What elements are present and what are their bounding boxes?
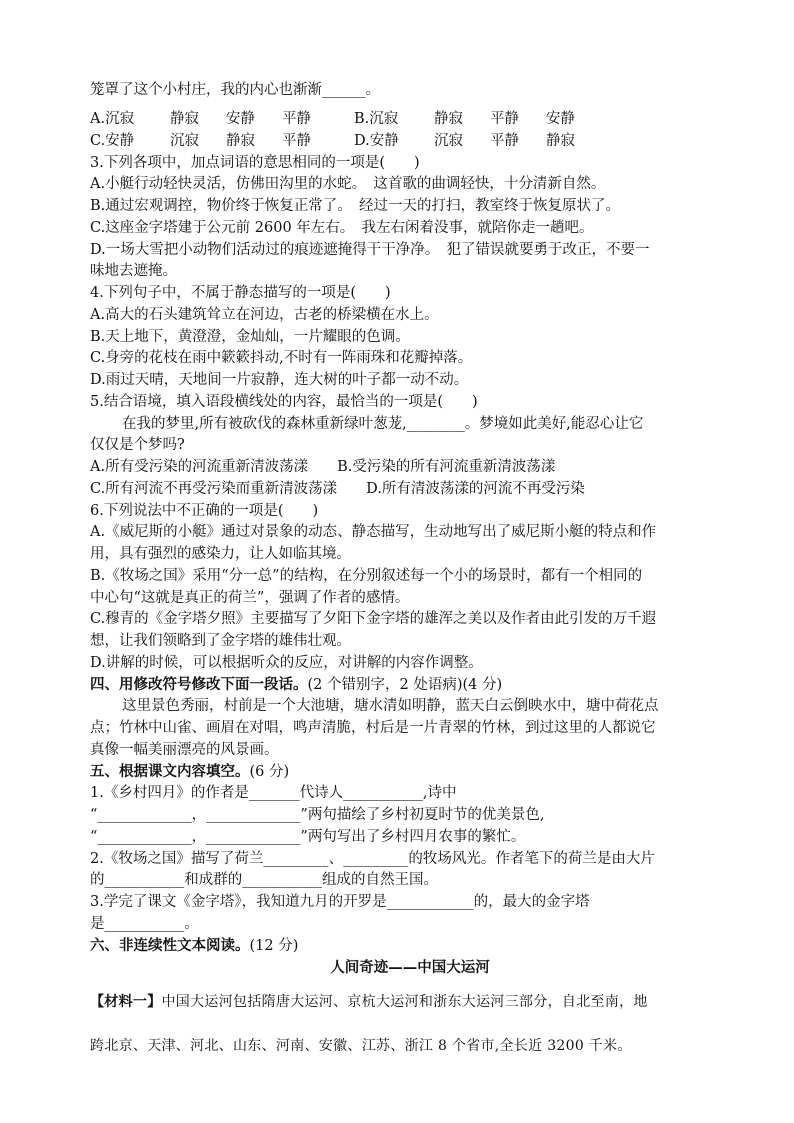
q2-options-cd [90, 131, 730, 151]
q3-option-d-line1: D.一场大雪把小动物们活动过的痕迹遮掩得干干净净。 犯了错误就要勇于改正，不要一 [90, 242, 650, 258]
q5-options-cd: C.所有河流不再受污染而重新清波荡漾 D.所有清波荡漾的河流不再受污染 [90, 481, 585, 497]
q5-passage-line1: 在我的梦里,所有被砍伐的森林重新绿叶葱茏,________。梦境如此美好,能忍心让它 [122, 416, 644, 432]
q2-option-b-label: B.沉寂 [354, 111, 399, 127]
section-6-heading: 人间奇迹——中国大运河 [330, 959, 490, 976]
section-4-paragraph-line1: 这里景色秀丽，村前是一个大池塘，塘水清如明静，蓝天白云倒映水中，塘中荷花点 [122, 698, 659, 714]
q2-c-word-1: 沉寂 [170, 133, 199, 149]
q2-a-word-1: 静寂 [170, 111, 199, 127]
s5-fill-line1: 1.《乡村四月》的作者是_______代诗人___________,诗中 [90, 785, 457, 801]
section-6-note: (12 分) [249, 938, 299, 954]
material-1-label: 【材料一】 [90, 994, 162, 1010]
section-5-header [90, 762, 730, 782]
q2-a-word-2: 安静 [226, 111, 255, 127]
q2-tail-line: 笼罩了这个小村庄，我的内心也渐渐______。 [90, 82, 380, 98]
section-6-title: 六、非连续性文本阅读。 [90, 937, 250, 954]
q6-option-a-line2: 用，具有强烈的感染力，让人如临其境。 [90, 546, 351, 562]
q2-b-word-1: 静寂 [434, 111, 463, 127]
s5-fill-line2: “_____________，_____________”两句描绘了乡村初夏时节的优美景色, [90, 807, 545, 823]
q2-c-word-2: 静寂 [226, 133, 255, 149]
q3-option-a: A.小艇行动轻快灵活，仿佛田沟里的水蛇。 这首歌的曲调轻快，十分清新自然。 [90, 176, 606, 192]
q6-option-d: D.讲解的时候，可以根据听众的反应，对讲解的内容作调整。 [90, 655, 483, 671]
s5-fill-line6: 3.学完了课文《金字塔》，我知道九月的开罗是____________的，最大的金字塔 [90, 894, 590, 910]
q3-stem: 3.下列各项中，加点词语的意思相同的一项是( ) [90, 155, 420, 171]
q4-option-a: A.高大的石头建筑耸立在河边，古老的桥梁横在水上。 [90, 307, 439, 323]
material-1-line1 [90, 992, 730, 1012]
q2-b-word-2: 平静 [490, 111, 519, 127]
q3-option-c: C.这座金字塔建于公元前 2600 年左右。 我左右闲着没事，就陪你走一趟吧。 [90, 220, 594, 236]
q2-d-word-1: 沉寂 [434, 133, 463, 149]
section-5-title: 五、根据课文内容填空。 [90, 763, 250, 780]
q2-b-word-3: 安静 [546, 111, 575, 127]
q4-option-c: C.身旁的花枝在雨中簌簌抖动,不时有一阵雨珠和花瓣掉落。 [90, 350, 473, 366]
q5-passage-line2: 仅仅是个梦吗? [90, 437, 185, 453]
q6-option-c-line1: C.穆青的《金字塔夕照》主要描写了夕阳下金字塔的雄浑之美以及作者由此引发的万千遐 [90, 611, 657, 627]
q2-d-word-3: 静寂 [546, 133, 575, 149]
s5-fill-line4: 2.《牧场之国》描写了荷兰_________、_________的牧场风光。作者笔下的荷兰是由大片 [90, 851, 655, 867]
q4-option-b: B.天上地下，黄澄澄，金灿灿，一片耀眼的色调。 [90, 329, 410, 345]
s5-fill-line5: 的___________和成群的___________组成的自然王国。 [90, 872, 438, 888]
section-5-note: (6 分) [249, 764, 290, 780]
s5-fill-line7: 是___________。 [90, 916, 199, 932]
material-1-text-a: 中国大运河包括隋唐大运河、京杭大运河和浙东大运河三部分，自北至南，地 [161, 994, 648, 1010]
q5-stem: 5.结合语境，填入语段横线处的内容，最恰当的一项是( ) [90, 394, 478, 410]
q4-stem: 4.下列句子中，不属于静态描写的一项是( ) [90, 285, 391, 301]
q3-option-d-line2: 味地去遮掩。 [90, 263, 177, 279]
q2-option-a-label: A.沉寂 [90, 111, 135, 127]
q6-option-c-line2: 想，让我们领略到了金字塔的雄伟壮观。 [90, 633, 351, 649]
material-1-line2: 跨北京、天津、河北、山东、河南、安徽、江苏、浙江 8 个省市,全长近 3200 千米。 [90, 1038, 632, 1054]
section-6-header [90, 936, 730, 956]
q2-option-c-label: C.安静 [90, 133, 135, 149]
section-4-note: (2 个错别字，2 处语病)(4 分) [307, 677, 503, 693]
q2-a-word-3: 平静 [282, 111, 311, 127]
q2-options-ab [90, 109, 730, 129]
section-4-header [90, 675, 730, 695]
section-4-paragraph-line2: 点；竹林中山雀、画眉在对唱，鸣声清脆，村后是一片青翠的竹林，到过这里的人都说它 [90, 720, 656, 736]
section-4-paragraph-line3: 真像一幅美丽漂亮的风景画。 [90, 742, 279, 758]
q6-option-b-line2: 中心句“这就是真正的荷兰”，强调了作者的感情。 [90, 590, 410, 606]
q6-stem: 6.下列说法中不正确的一项是( ) [90, 503, 319, 519]
q4-option-d: D.雨过天晴，天地间一片寂静，连大树的叶子都一动不动。 [90, 372, 469, 388]
q6-option-a-line1: A.《威尼斯的小艇》通过对景象的动态、静态描写，生动地写出了威尼斯小艇的特点和作 [90, 524, 657, 540]
q5-options-ab: A.所有受污染的河流重新清波荡漾 B.受污染的所有河流重新清波荡漾 [90, 459, 556, 475]
q6-option-b-line1: B.《牧场之国》采用“分一总”的结构，在分别叙述每一个小的场景时，都有一个相同的 [90, 568, 643, 584]
q2-d-word-2: 平静 [490, 133, 519, 149]
section-4-title: 四、用修改符号修改下面一段话。 [90, 676, 308, 693]
q2-c-word-3: 平静 [282, 133, 311, 149]
s5-fill-line3: “_____________，_____________”两句写出了乡村四月农事的繁忙。 [90, 829, 526, 845]
q2-option-d-label: D.安静 [354, 133, 399, 149]
q3-option-b: B.通过宏观调控，物价终于恢复正常了。 经过一天的打扫，教室终于恢复原状了。 [90, 198, 621, 214]
